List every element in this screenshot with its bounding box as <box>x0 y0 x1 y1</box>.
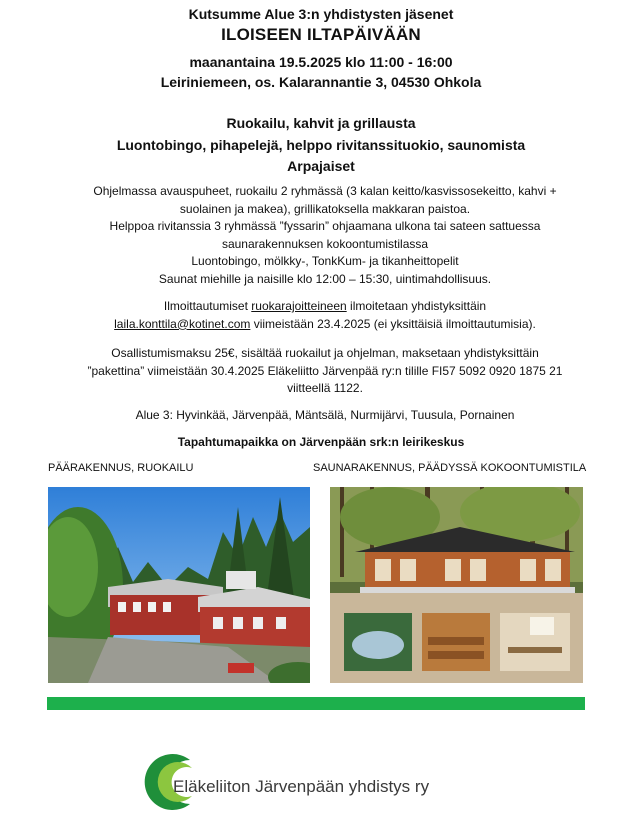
payment-line: ”pakettina” viimeistään 30.4.2025 Eläkeliitto Järvenpää ry:n tilille FI57 5092 0920 1875 21 <box>87 363 563 378</box>
venue-line: Tapahtumapaikka on Järvenpään srk:n leirikeskus <box>177 435 465 449</box>
program-line-2: Luontobingo, pihapelejä, helppo rivitanssituokio, saunomista <box>116 137 526 153</box>
event-datetime: maanantaina 19.5.2025 klo 11:00 - 16:00 <box>189 54 453 70</box>
email-link[interactable]: laila.konttila@kotinet.com <box>114 316 251 331</box>
registration-text: ilmoitetaan yhdistyksittäin <box>346 299 487 313</box>
registration-deadline: viimeistään 23.4.2025 (ei yksittäisiä ilmoittautumisia). <box>250 316 536 331</box>
sauna-building-photo <box>330 487 583 683</box>
payment-line: viitteellä 1122. <box>287 381 363 396</box>
main-building-photo <box>48 487 310 683</box>
payment-line: Osallistumismaksu 25€, sisältää ruokailut ja ohjelman, maksetaan yhdistyksittäin <box>111 346 539 360</box>
area-list: Alue 3: Hyvinkää, Järvenpää, Mäntsälä, Nurmijärvi, Tuusula, Pornainen <box>135 408 515 422</box>
detail-line: suolainen ja makea), grillikatoksella makkaran paistoa. <box>179 201 471 216</box>
payment-info <box>60 345 590 398</box>
detail-line: Saunat miehille ja naisille klo 12:00 – 15:30, uintimahdollisuus. <box>158 271 492 286</box>
program-details <box>60 183 590 289</box>
organization-name: Eläkeliiton Järvenpään yhdistys ry <box>173 777 430 796</box>
event-address: Leiriniemeen, os. Kalarannantie 3, 04530 Ohkola <box>160 74 482 90</box>
event-title: ILOISEEN ILTAPÄIVÄÄN <box>221 25 421 44</box>
program-line-1: Ruokailu, kahvit ja grillausta <box>226 115 416 131</box>
registration-text: Ilmoittautumiset <box>163 299 252 313</box>
detail-line: Ohjelmassa avauspuheet, ruokailu 2 ryhmässä (3 kalan keitto/kasvissosekeitto, kahvi + <box>93 184 557 198</box>
green-divider-bar <box>47 697 585 710</box>
detail-line: Helppoa rivitanssia 3 ryhmässä ”fyssarin” ohjaamana ulkona tai sateen sattuessa <box>109 219 541 234</box>
diet-restrictions-link[interactable]: ruokarajoitteineen <box>251 299 347 313</box>
detail-line: Luontobingo, mölkky-, TonkKum- ja tikanheittopelit <box>191 254 459 269</box>
photo-caption-right: SAUNARAKENNUS, PÄÄDYSSÄ KOKOONTUMISTILA <box>313 462 587 474</box>
program-line-3: Arpajaiset <box>287 158 355 174</box>
invite-line: Kutsumme Alue 3:n yhdistysten jäsenet <box>188 6 454 22</box>
detail-line: saunarakennuksen kokoontumistilassa <box>221 236 429 251</box>
registration-info <box>60 298 590 333</box>
photo-caption-left: PÄÄRAKENNUS, RUOKAILU <box>48 462 194 474</box>
